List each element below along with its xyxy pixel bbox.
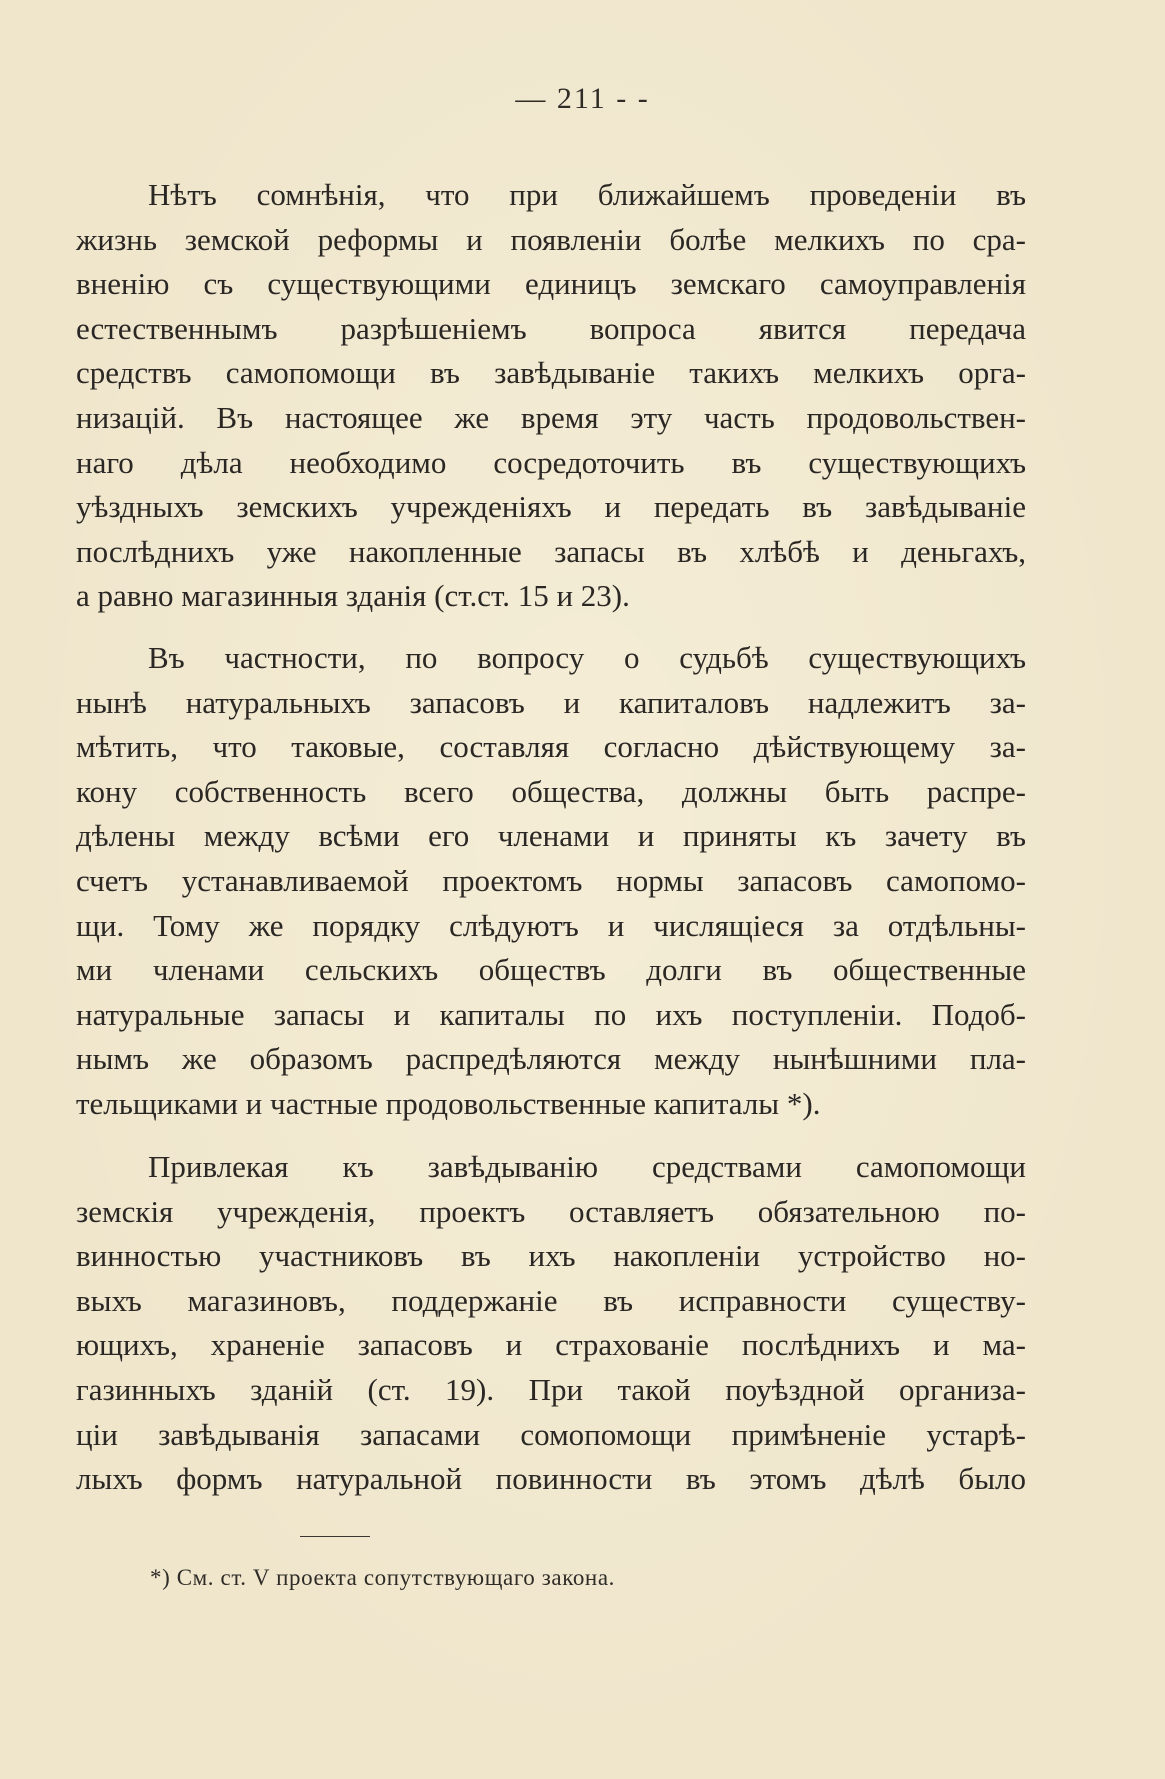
text-line: послѣднихъ уже накопленные запасы въ хлѣбѣ и деньгахъ, (76, 533, 1026, 569)
text-line: уѣздныхъ земскихъ учрежденіяхъ и передать въ завѣдываніе (76, 489, 1026, 525)
text-line: винностью участниковъ въ ихъ накопленіи устройство но- (76, 1238, 1026, 1274)
text-line: жизнь земской реформы и появленіи болѣе мелкихъ по сра- (76, 221, 1026, 257)
footnote: *) См. ст. V проекта сопутствующаго закона. (150, 1565, 616, 1590)
text-line: счетъ устанавливаемой проектомъ нормы запасовъ самопомо- (76, 862, 1026, 898)
paragraph-1 (76, 173, 1026, 619)
text-line: щи. Тому же порядку слѣдуютъ и числящіеся за отдѣльны- (76, 907, 1026, 943)
text-line: тельщиками и частные продовольственные капиталы *). (76, 1085, 821, 1121)
text-line: лыхъ формъ натуральной повинности въ этомъ дѣлѣ было (76, 1461, 1026, 1497)
text-line: естественнымъ разрѣшеніемъ вопроса явится передача (76, 310, 1026, 346)
text-line: натуральные запасы и капиталы по ихъ поступленіи. Подоб- (76, 996, 1026, 1032)
text-line: наго дѣла необходимо сосредоточить въ существующихъ (76, 444, 1026, 480)
text-line: мѣтить, что таковые, составляя согласно дѣйствующему за- (76, 729, 1026, 765)
paragraph-2 (76, 636, 1026, 1127)
text-line: кону собственность всего общества, должны быть распре- (76, 773, 1026, 809)
text-line: нымъ же образомъ распредѣляются между нынѣшними пла- (76, 1041, 1026, 1077)
text-line: земскія учрежденія, проектъ оставляетъ обязательною по- (76, 1193, 1026, 1229)
page-number: — 211 - - (515, 82, 650, 115)
text-line: газинныхъ зданій (ст. 19). При такой поуѣздной организа- (76, 1371, 1026, 1407)
text-line: выхъ магазиновъ, поддержаніе въ исправности существу- (76, 1282, 1026, 1318)
text-line: Въ частности, по вопросу о судьбѣ существующихъ (148, 640, 1026, 675)
text-line: ющихъ, храненіе запасовъ и страхованіе послѣднихъ и ма- (76, 1327, 1026, 1363)
text-line: низацій. Въ настоящее же время эту часть продовольствен- (76, 399, 1026, 435)
text-line: ціи завѣдыванія запасами сомопомощи примѣненіе устарѣ- (76, 1416, 1026, 1452)
paragraph-3 (76, 1145, 1026, 1502)
text-line: Привлекая къ завѣдыванію средствами самопомощи (148, 1149, 1026, 1184)
text-line: дѣлены между всѣми его членами и приняты къ зачету въ (76, 818, 1026, 854)
text-line: ми членами сельскихъ обществъ долги въ общественные (76, 952, 1026, 988)
footnote-divider (300, 1536, 370, 1537)
text-line: средствъ самопомощи въ завѣдываніе такихъ мелкихъ орга- (76, 355, 1026, 391)
text-line: нынѣ натуральныхъ запасовъ и капиталовъ надлежитъ за- (76, 684, 1026, 720)
text-line: а равно магазинныя зданія (ст.ст. 15 и 23). (76, 578, 630, 614)
text-line: вненію съ существующими единицъ земскаго самоуправленія (76, 266, 1026, 302)
text-line: Нѣтъ сомнѣнія, что при ближайшемъ проведеніи въ (148, 177, 1026, 212)
